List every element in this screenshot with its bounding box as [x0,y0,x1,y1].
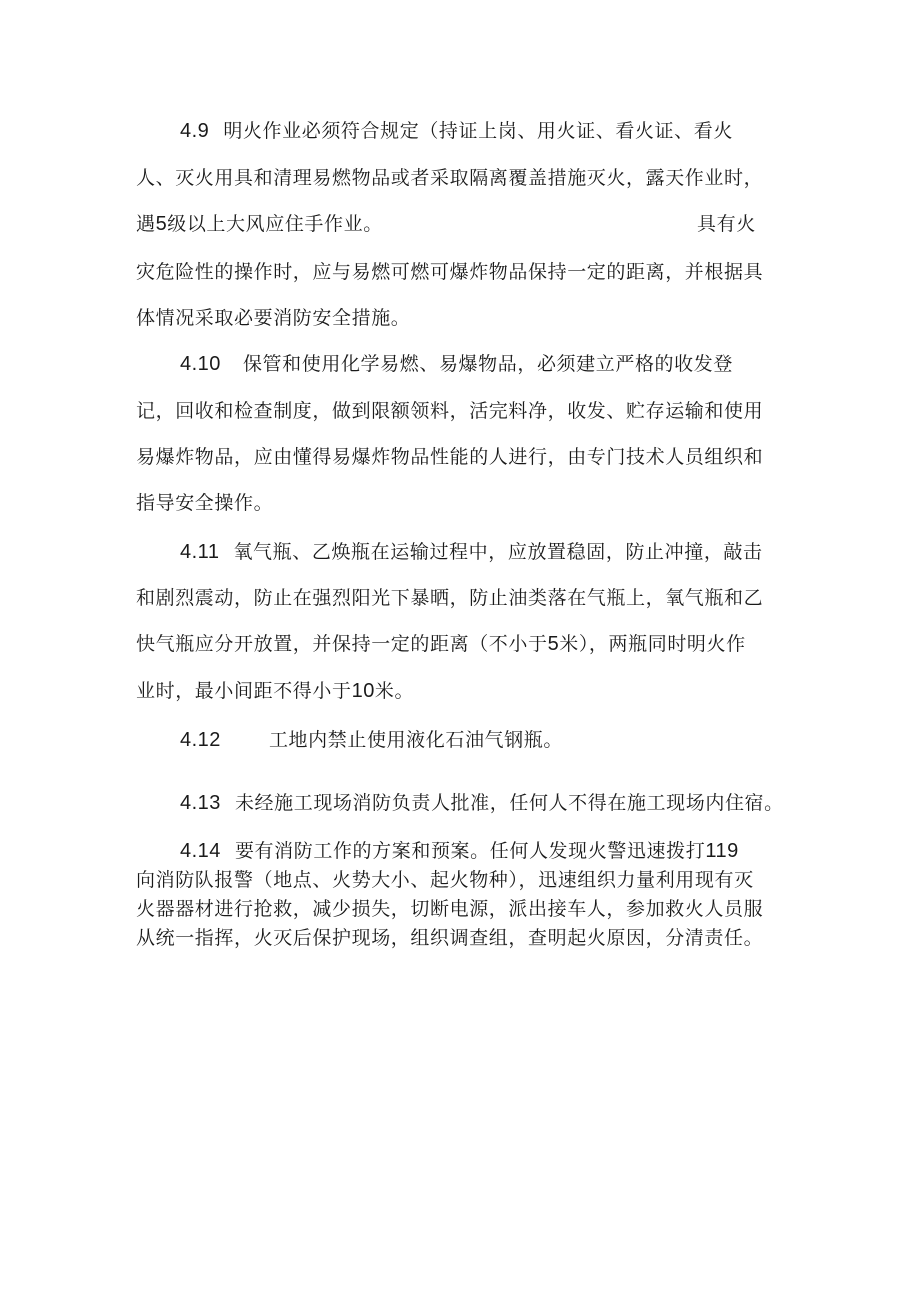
paragraph-4-9-line-1 [180,119,733,143]
paragraph-text: 快气瓶应分开放置，并保持一定的距离（不小于 [136,633,548,655]
paragraph-4-10-line-2 [136,399,763,423]
paragraph-4-9-line-5 [136,306,410,330]
paragraph-4-14-line-2 [136,868,754,892]
paragraph-4-11-line-1 [180,540,763,564]
section-number-4-13: 4.13 [180,792,221,814]
min-distance-number: 5 [547,633,560,655]
paragraph-text: 体情况采取必要消防安全措施。 [136,307,411,329]
paragraph-text: 易爆炸物品，应由懂得易爆炸物品性能的人进行，由专门技术人员组织和 [136,446,764,468]
paragraph-4-11-line-4 [136,679,414,703]
paragraph-text: 级以上大风应住手作业。 [167,213,383,235]
paragraph-text: 和剧烈震动，防止在强烈阳光下暴晒，防止油类落在气瓶上，氧气瓶和乙 [136,587,764,609]
paragraph-text: 火器器材进行抢救，减少损失，切断电源，派出接车人，参加救火人员服 [136,898,764,920]
paragraph-text: 未经施工现场消防负责人批准，任何人不得在施工现场内住宿。 [234,792,784,814]
paragraph-4-11-line-3 [136,632,746,656]
section-number-4-11: 4.11 [180,541,220,563]
paragraph-4-13-line-1 [180,791,784,815]
paragraph-4-9-line-2 [136,166,763,190]
paragraph-4-10-line-1 [180,352,733,376]
paragraph-4-9-line-3-tail [697,212,756,236]
paragraph-4-12-line-1 [180,728,563,752]
paragraph-4-10-line-4 [136,491,273,515]
section-number-4-14: 4.14 [180,840,221,862]
paragraph-text: 米），两瓶同时明火作 [559,633,746,655]
section-number-4-12: 4.12 [180,729,221,751]
paragraph-4-11-line-2 [136,586,763,610]
paragraph-text: 人、灭火用具和清理易燃物品或者采取隔离覆盖措施灭火，露天作业时， [136,167,764,189]
paragraph-text: 业时，最小间距不得小于 [136,680,352,702]
section-number-4-10: 4.10 [180,353,221,375]
paragraph-text: 灾危险性的操作时，应与易燃可燃可爆炸物品保持一定的距离，并根据具 [136,261,764,283]
paragraph-text: 具有火 [697,213,756,235]
paragraph-4-9-line-4 [136,260,763,284]
emergency-number: 119 [705,840,739,862]
wind-level-number: 5 [155,213,168,235]
paragraph-text: 要有消防工作的方案和预案。任何人发现火警迅速拨打 [234,840,706,862]
paragraph-text: 指导安全操作。 [136,492,274,514]
paragraph-4-14-line-3 [136,897,763,921]
paragraph-text: 工地内禁止使用液化石油气钢瓶。 [268,729,563,751]
paragraph-4-10-line-3 [136,445,763,469]
paragraph-text: 向消防队报警（地点、火势大小、起火物种），迅速组织力量利用现有灭 [136,869,754,891]
paragraph-4-9-line-3 [136,212,383,236]
paragraph-text: 保管和使用化学易燃、易爆物品，必须建立严格的收发登 [242,353,733,375]
paragraph-text: 从统一指挥，火灭后保护现场，组织调查组，查明起火原因，分清责任。 [136,927,764,949]
paragraph-text: 明火作业必须符合规定（持证上岗、用火证、看火证、看火 [223,120,733,142]
paragraph-text: 米。 [374,680,415,702]
paragraph-text: 氧气瓶、乙焕瓶在运输过程中，应放置稳固，防止冲撞，敲击 [233,541,763,563]
paragraph-4-14-line-4 [136,926,763,950]
section-number-4-9: 4.9 [180,120,210,142]
min-spacing-number: 10 [351,680,375,702]
paragraph-4-14-line-1 [180,839,739,863]
paragraph-text: 遇 [136,213,156,235]
paragraph-text: 记，回收和检查制度，做到限额领料，活完料净，收发、贮存运输和使用 [136,400,764,422]
